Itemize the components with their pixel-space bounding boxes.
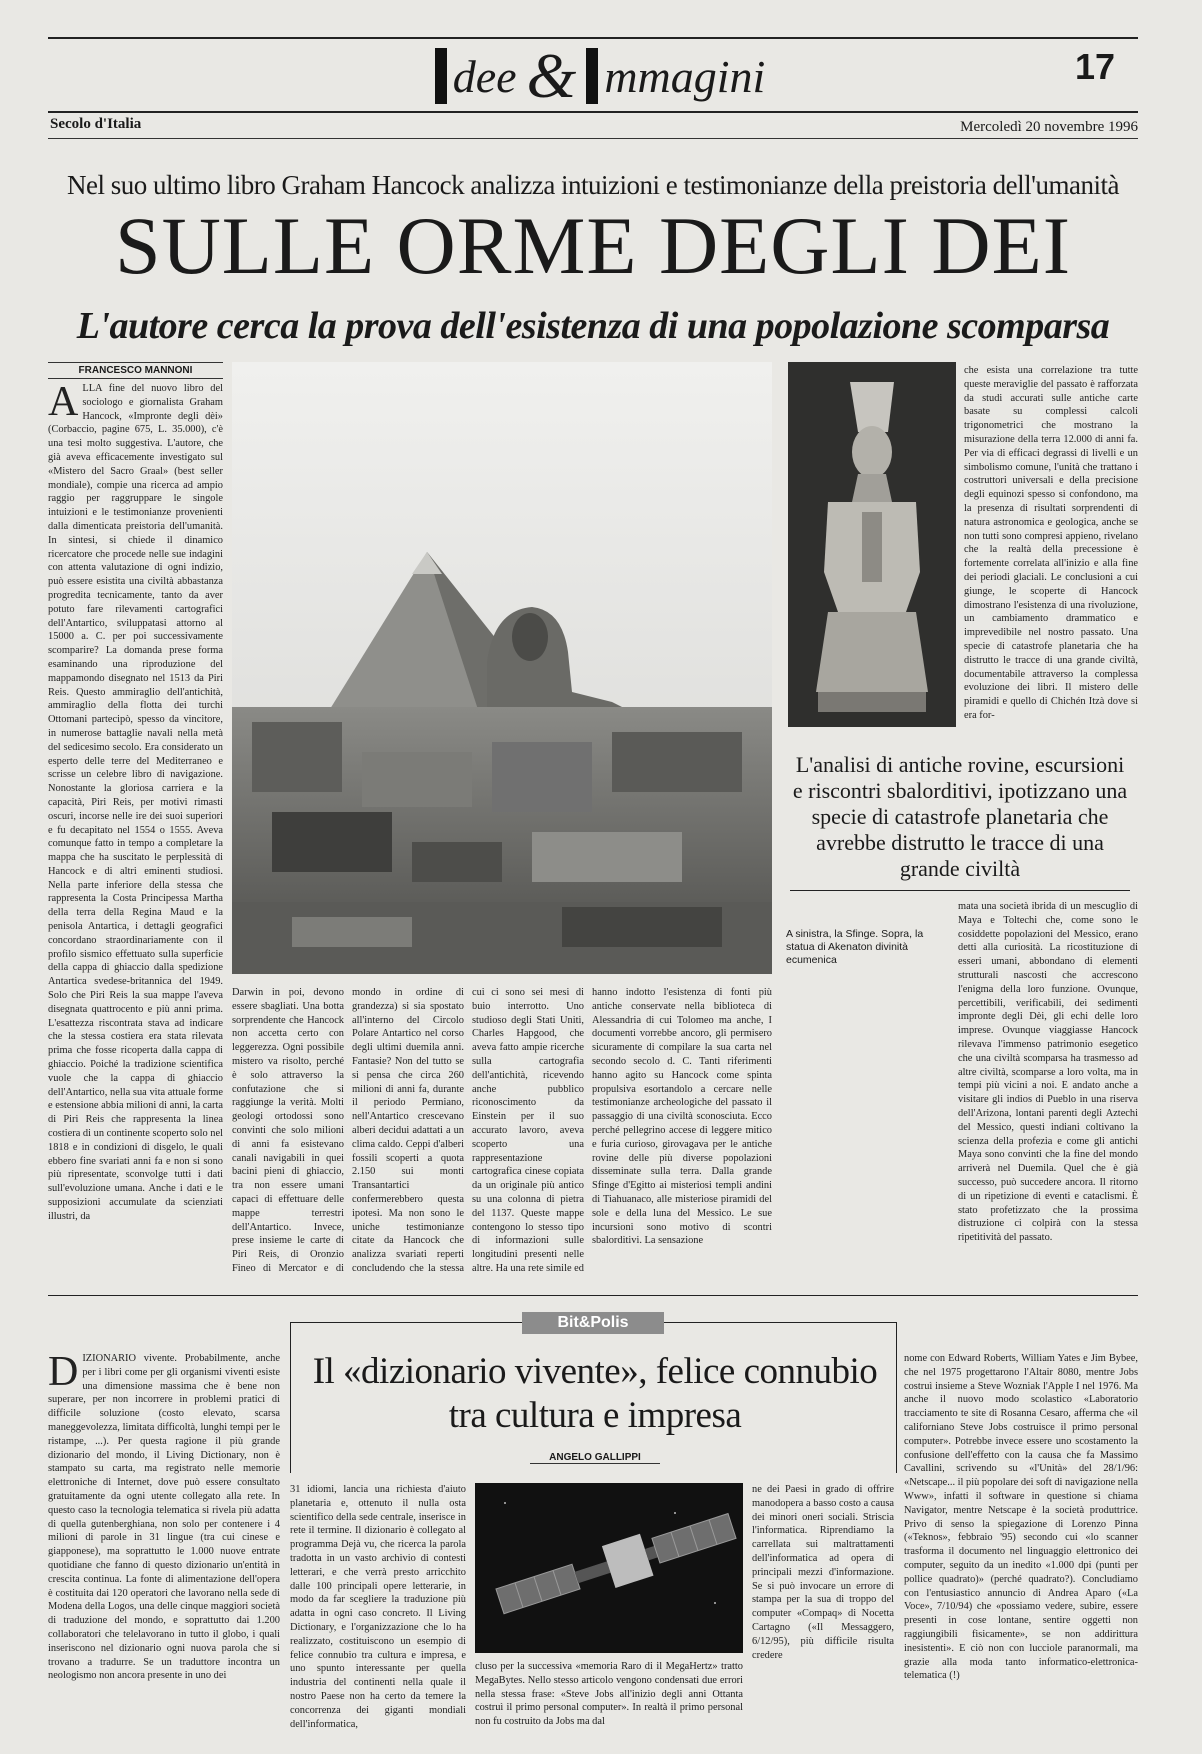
column-3-text: mondo in ordine di grandezza) si sia spostato all'interno del Circolo Polare Antartico nel corso degli ultimi duemila anni. Fantasie? Non del tutto se si pensa che circa 260 milioni di anni fa, durante il periodo Permiano, nell'Antartico crescevano alberi decidui adattati a un clima caldo. Ceppi d'alberi fossili scoperti a quota 2.150 sui monti Transantartici confermerebbero questa ipotesi. Ma non sono le uniche testimonianze citate da Hancock che analizza svariati reperti concludendo che la stessa — [352, 987, 464, 1274]
bitpolis-column-2-text: 31 idiomi, lancia una richiesta d'aiuto planetaria e, ottenuto il nulla osta scientifico della sede centrale, inserisce in rete il termine. Il dizionario è collegato al programma Dejà vu, che ricerca la parola tradotta in un vasto archivio di contesti letterari, e che verrà presto arricchito dalle 100 principali opere letterarie, in modo da far scegliere la traduzione più adatta in ogni caso concreto. Il Living Dictionary, e l'organizzazione che lo ha realizzato, costituiscono un esempio di felice connubio tra cultura e impresa, e uno spunto interessante per quella industria del continenti nella quale il nostro Paese non ha certo da temere la concorrenza dei giganti mondiali dell'informatica, — [290, 1484, 466, 1730]
article-column-1 — [48, 382, 223, 1277]
section-title — [420, 40, 780, 112]
initial-bar-i — [435, 48, 447, 104]
bottom-section-rule — [48, 1295, 1138, 1296]
masthead-rule — [48, 111, 1138, 113]
issue-date: Mercoledì 20 novembre 1996 — [960, 119, 1138, 135]
article-column-7 — [958, 900, 1138, 1278]
bitpolis-title: Il «dizionario vivente», felice connubio tra cultura e impresa — [312, 1351, 878, 1436]
section-title-second: mmagini — [604, 50, 766, 102]
bitpolis-column-4 — [904, 1352, 1138, 1742]
bitpolis-column-3-text: ne dei Paesi in grado di offrire manodopera a basso costo a causa dei minori oneri sociali. Striscia l'informatica. Riprendiamo la carrellata sui maltrattamenti dell'informatica ad opera di principali mezzi d'informazione. Se si può invocare un errore di stampa per la sua di troppo del computer «Compaq» di Nocetta Cartagno («Il Messaggero, 6/12/95), più difficile risulta credere — [752, 1484, 894, 1661]
satellite-photo — [475, 1483, 743, 1653]
section-title-first: dee — [452, 50, 517, 102]
article-byline: FRANCESCO MANNONI — [48, 362, 223, 379]
akhenaten-statue-photo — [788, 362, 956, 727]
column-5-text: hanno indotto l'esistenza di fonti più antiche conservate nella biblioteca di Alessandria di cui Tolomeo ma anche, I documenti vorrebbe ancoro, gli permisero sicuramente di compilare la sua carta nel secondo secolo d. C. Tanti riferimenti hanno agito su Hancock come spinta propulsiva esortandolo a cercare nelle testimonianze archeologiche del passato il passaggio di una civiltà sconosciuta. Ecco perché pellegrino accese di leggere mitico e furia curioso, girovagava per le antiche rovine delle più diverse popolazioni disseminate sulla terra. Dalla grande Sfinge d'Egitto ai misteriosi templi andini di Tiahuanaco, alle misteriose piramidi del sole e della luna del Messico. Le sue incursioni sono motivo di scontri sbalorditivi. La sensazione — [592, 987, 772, 1247]
bitpolis-column-3 — [752, 1483, 894, 1743]
article-column-5 — [592, 986, 772, 1278]
article-kicker: Nel suo ultimo libro Graham Hancock analizza intuizioni e testimonianze della preistoria dell'umanità — [66, 170, 1119, 200]
section-title-ampersand: & — [526, 40, 577, 111]
bitpolis-drop-cap: D — [48, 1352, 79, 1395]
article-column-3 — [352, 986, 464, 1278]
bitpolis-column-1-text: IZIONARIO vivente. Probabilmente, anche per i libri come per gli organismi viventi esiste una dimensione massima che è bene non superare, per non incorrere in problemi pratici di difficile soluzione (costo elevato, scarsa maneggevolezza, limitata difficoltà, lunghi tempi per le ristampe, ...). Per questa ragione il più grande dizionario del mondo, il Living Dictionary, non è stampato su carta, ma registrato nelle memorie elettroniche di Internet, dove può essere consultato gratuitamente da ogni utente collegato alla rete. In questo caso la tecnologia telematica si rivela più adatta di quella gutenberghiana, non solo per contenere i 4 milioni di parole in 31 lingue (tra cui cinese e giapponese), ma soprattutto le 1.000 nuove entrate quotidiane che fanno di questo dizionario un'entità in crescita continua. La fonte di alimentazione dell'opera è costituita dai 120 operatori che lavorano nella sede di Modena della Logos, una delle cinque maggiori società di traduzione del mondo, e soprattutto dai 1.200 collaboratori che telelavorano in tutto il globo, i quali inseriscono nel dizionario ogni nuova parola che si trovano a tradurre. Se un traduttore incontra un neologismo non ancora presente in uno dei — [48, 1353, 280, 1682]
pull-quote: L'analisi di antiche rovine, escursioni e riscontri sbalorditivi, ipotizzano una specie di catastrofe planetaria che avrebbe distrutto le tracce di una grande civiltà — [792, 752, 1128, 881]
bitpolis-column-2 — [290, 1483, 466, 1743]
initial-bar-i-2 — [586, 48, 598, 104]
bitpolis-column-4-text: nome con Edward Roberts, William Yates e Jim Bybee, che nel 1975 progettarono l'Altair 8080, mentre Jobs costruì insieme a Steve Wozniak l'Apple I nel 1976. Ma anche il nuovo modo scolastico «Laboratorio tracciamento te site di Rosanna Cesaro, afferma che «il californiano Steve Jobs costruisce il primo personal computer». Potrebbe invece essere uno scostamento la confusione dell'effetto con la causa che fa Massimo Cavallini, scrivendo su «l'Unità» del 28/1/96: «Netscape... il più popolare dei soft di navigazione nella Www», infatti il software in questione si chiama Navigator, mentre Netscape è la società produttrice. Privo di senso la spiegazione di Lorenzo Pinna («Teknos», febbraio '95) secondo cui «lo scanner trasforma il documento nel linguaggio elettronico dei computer, seguito da un inedito «1.000 dpi (punti per pollice quadrato)» (perché quadrato?). Concludiamo con l'entusiastico annuncio di Andrea Aparo («La Voce», 7/10/94) che «possiamo vedere, subire, essere presenti in cose lontane, sentire oggetti non raggiungibili fisicamente», se non addirittura inesistenti». E ciò non con lucciole paranormali, ma grazie alla moda tanto informatico-elettronica-telematica (!) — [904, 1353, 1138, 1682]
bitpolis-column-1 — [48, 1352, 280, 1742]
drop-cap: A — [48, 382, 79, 425]
article-column-4 — [472, 986, 584, 1278]
bitpolis-rubric: Bit&Polis — [522, 1312, 664, 1334]
photo-caption: A sinistra, la Sfinge. Sopra, la statua di Akenaton divinità ecumenica — [786, 928, 924, 966]
article-column-2 — [232, 986, 344, 1278]
column-1-text: LLA fine del nuovo libro del sociologo e giornalista Graham Hancock, «Impronte degli dèi» (Corbaccio, pagine 675, L. 35.000), c'è una tesi molto suggestiva. L'autore, che già aveva efficacemente investigato sul «Mistero del Sacro Graal» (best seller mondiale), compie una ricerca ad ampio raggio per raggruppare le singole intuizioni e le testimonianze provenienti dalla dimenticata preistoria dell'umanità. In sintesi, si chiede il dinamico ricercatore che procede nelle sue indagini con attenta valutazione di ogni indizio, può essere esistita una civiltà abbastanza progredita tecnicamente, tanto da aver potuto fare rilevamenti cartografici dell'Antartico, sviluppatasi attorno al 15000 a. C. per poi successivamente scomparire? La domanda prese forma esaminando una riproduzione del mappamondo disegnato nel 1513 da Piri Reis. Questo ammiraglio dell'antichità, ammiraglio della flotta dei turchi Ottomani partecipò, spesso da vincitore, in numerose battaglie navali nella metà del sedicesimo secolo. Era considerato un esperto delle terre del Mediterraneo e scrisse un celebre libro di navigazione. Nonostante la gloriosa carriera e la capacità, Piri Reis, per motivi rimasti oscuri, incorse nelle ire dei suoi superiori e fu decapitato nel 1554 o 1555. Aveva comunque fatto in tempo a completare la mappa che ha suscitato le perplessità di Hancock e di altri eminenti studiosi. Nella parte inferiore della stessa che rappresenta la Costa Principessa Martha della terra della Regina Maud e la penisola Antartica, i dettagli geografici concordano straordinariamente con il profilo sismico effettuato sulla superficie della cappa di ghiaccio dalla spedizione Antartica svedese-britannica del 1949. Solo che Piri Reis la sua mappe l'aveva disegnata quattrocento e più anni prima. L'esattezza riscontrata stava ad indicare che la stessa costiera era stata rilevata prima che fosse ricoperta dalla cappa di ghiaccio. Poiché la tradizione scientifica vuole che la cappa di ghiaccio dell'Antartico, nella sua vita attuale forme e estensione abbia milioni di anni, la carta di Piri Reis che rappresenta la linea costiera di un continente scoperto solo nel 1818 e in condizioni di disgelo, le quali ebbero fine svariati anni fa e non si sono più ripresentate, sconvolge tutti i dati sull'evoluzione umana. Anche i dati e le supposizioni accumulate da scienziati illustri, da — [48, 383, 223, 1222]
bitpolis-byline: ANGELO GALLIPPI — [530, 1452, 660, 1464]
article-title: SULLE ORME DEGLI DEI — [114, 200, 1072, 291]
column-6-text: che esista una correlazione tra tutte queste meraviglie del passato è rafforzata da studi accurati sulle antiche carte basate su complessi calcoli trigonometrici che mostrano la misurazione della terra 12.000 di anni fa. Per via di efficaci degrassi di livelli e un simbolismo comune, l'unità che trattano i costruttori universali e della precisione degli equinozi spesso si confondono, ma la presenza di risultati sorprendenti di natura astronomica e geologica, anche se non tutti sono compresi appieno, rivelano che la realtà della precessione è fortemente correlata all'inizio e alla fine dei periodi glaciali. Le conclusioni a cui giunge, le scoperte di Hancock dimostrano l'esistenza di una rivoluzione, un cambiamento drammatico e imprevedibile nel nostro passato. Una specie di catastrofe planetaria che ha distrutto le tracce di una grande civiltà, documentabile attraverso la complessa evoluzione dei libri. Il mistero delle piramidi e quello di Chichén Itzà dove si era for- — [964, 365, 1138, 721]
article-subtitle: L'autore cerca la prova dell'esistenza di una popolazione scomparsa — [76, 305, 1110, 347]
article-column-6 — [964, 364, 1138, 738]
page-number: 17 — [1075, 46, 1116, 87]
top-rule — [48, 37, 1138, 39]
bitpolis-column-3a — [475, 1660, 743, 1740]
pull-quote-rule — [790, 890, 1130, 891]
paper-name: Secolo d'Italia — [50, 116, 142, 132]
column-2-text: Darwin in poi, devono essere sbagliati. Una botta sorprendente che Hancock non accetta certo con leggerezza. Ogni possibile mistero va risolto, perché è solo attraverso la confutazione che si raggiunge la verità. Molti geologi ortodossi sono convinti che solo milioni di anni fa esistevano canali navigabili in quei bacini pieni di ghiaccio, tra non essere umani capaci di effettuare delle mappe terrestri dell'Antartico. Invece, prese insieme le carte di Piri Reis, di Oronzio Fineo di Mercator e di — [232, 987, 344, 1274]
bitpolis-column-3a-text: cluso per la successiva «memoria Raro di il MegaHertz» tratto MegaBytes. Nello stesso articolo vengono condensati due errori nella stessa frase: «Steve Jobs all'inizio degli anni Ottanta costruì il primo personal computer». In realtà il primo personal non fu costruito da Jobs ma dal — [475, 1661, 743, 1728]
column-7-text: mata una società ibrida di un mescuglio di Maya e Toltechi che, come sono le cosiddette popolazioni del Messico, erano detti alla curiosità. La ricostituzione di esseri umani, abbondano di elementi strutturali nascosti che accrescono l'enigma della loro funzione. Ovunque, percettibili, verificabili, dei sedimenti impronte degli Dèi, gli echi delle loro imprese. Ovunque viaggiasse Hancock rilevava l'immenso patrimonio esegetico che una civiltà scomparsa ha trasmesso ad altre civiltà, scomparse a loro volta, ma in tempi più vicini a noi. E andato anche a visitare gli indios di Pueblo in una riserva dell'Arizona, lontani parenti degli Aztechi del Messico, questi indiani coltivano la scienza della profezia e come gli antichi Maya sono convinti che la fine del mondo arriverà nel Duemila. Quel che è già successo, può succedere ancora. Il ritorno di un ripetizione di eventi e cataclismi. È stato profetizzato che la prossima distruzione ci colpirà con la stessa ripetitività del passato. — [958, 901, 1138, 1244]
masthead-rule-thin — [48, 138, 1138, 139]
sphinx-pyramid-photo — [232, 362, 772, 974]
column-4-text: cui ci sono sei mesi di buio interrotto. Uno studioso degli Stati Uniti, Charles Hapgood, che aveva fatto ampie ricerche sulla cartografia dell'antichità, ricevendo anche pubblico riconoscimento da Einstein per il suo accurato lavoro, aveva scoperto una rappresentazione cartografica cinese copiata da un originale più antico su una colonna di pietra del 1137. Queste mappe contengono lo stesso tipo di informazioni sulle longitudini presenti nelle altre. Ha una rete simile ed — [472, 987, 584, 1274]
